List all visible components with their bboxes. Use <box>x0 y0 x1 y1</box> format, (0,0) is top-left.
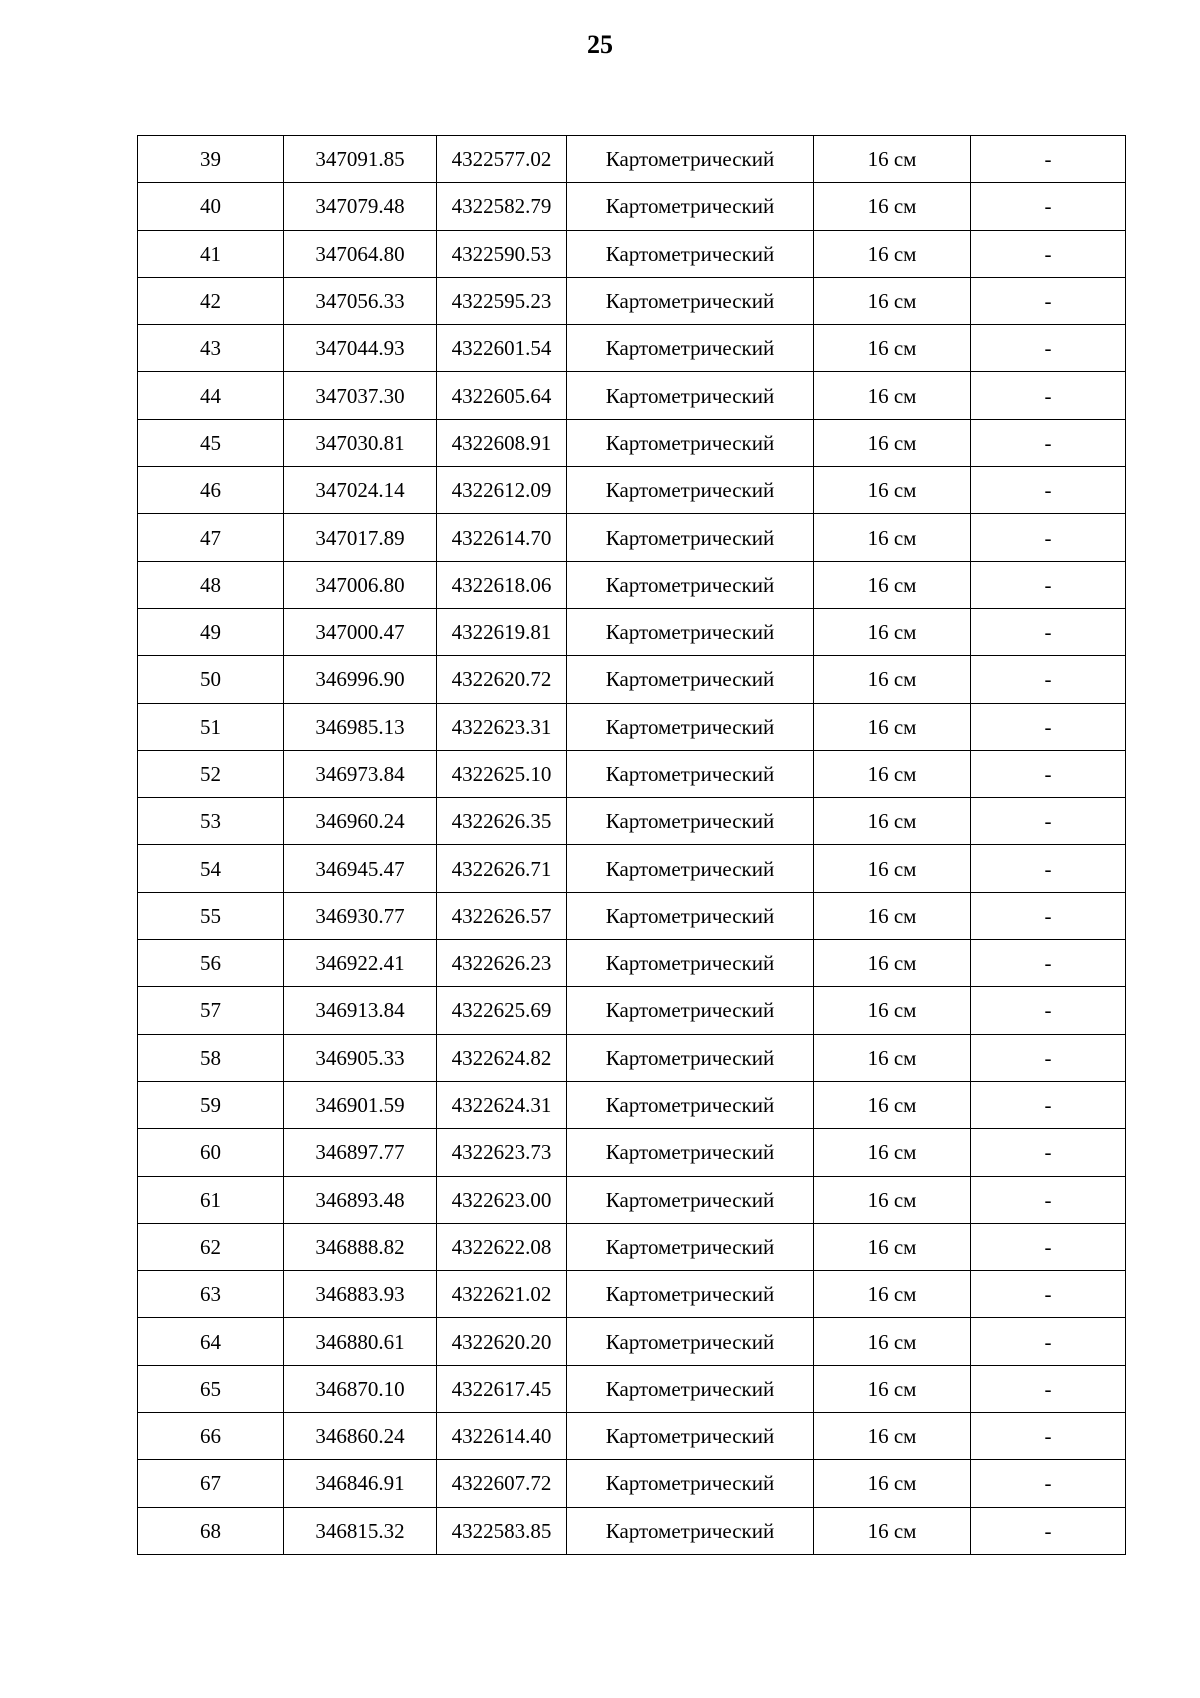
note-cell: - <box>971 750 1126 797</box>
point-number-cell: 61 <box>138 1176 284 1223</box>
coordinate-x-cell: 346945.47 <box>284 845 437 892</box>
page-number: 25 <box>587 30 613 59</box>
accuracy-cell: 16 см <box>814 467 971 514</box>
method-cell: Картометрический <box>567 1034 814 1081</box>
note-cell: - <box>971 1034 1126 1081</box>
table-row <box>138 1034 1126 1081</box>
note-cell: - <box>971 1176 1126 1223</box>
method-cell: Картометрический <box>567 561 814 608</box>
method-cell: Картометрический <box>567 1081 814 1128</box>
point-number-cell: 68 <box>138 1507 284 1554</box>
coordinate-y-cell: 4322624.31 <box>437 1081 567 1128</box>
note-cell: - <box>971 892 1126 939</box>
coordinate-x-cell: 347056.33 <box>284 277 437 324</box>
coordinate-y-cell: 4322624.82 <box>437 1034 567 1081</box>
coordinate-y-cell: 4322625.69 <box>437 987 567 1034</box>
table-row <box>138 230 1126 277</box>
note-cell: - <box>971 1318 1126 1365</box>
coordinate-x-cell: 347006.80 <box>284 561 437 608</box>
accuracy-cell: 16 см <box>814 1176 971 1223</box>
coordinate-y-cell: 4322622.08 <box>437 1223 567 1270</box>
point-number-cell: 53 <box>138 798 284 845</box>
note-cell: - <box>971 183 1126 230</box>
point-number-cell: 39 <box>138 136 284 183</box>
coordinates-table-body <box>138 136 1126 1555</box>
coordinate-y-cell: 4322619.81 <box>437 608 567 655</box>
point-number-cell: 46 <box>138 467 284 514</box>
coordinate-y-cell: 4322626.35 <box>437 798 567 845</box>
note-cell: - <box>971 845 1126 892</box>
table-row <box>138 1413 1126 1460</box>
coordinate-x-cell: 346930.77 <box>284 892 437 939</box>
method-cell: Картометрический <box>567 1413 814 1460</box>
coordinate-y-cell: 4322582.79 <box>437 183 567 230</box>
table-row <box>138 514 1126 561</box>
accuracy-cell: 16 см <box>814 1460 971 1507</box>
point-number-cell: 50 <box>138 656 284 703</box>
accuracy-cell: 16 см <box>814 703 971 750</box>
note-cell: - <box>971 703 1126 750</box>
table-row <box>138 183 1126 230</box>
coordinate-x-cell: 347024.14 <box>284 467 437 514</box>
coordinate-x-cell: 346880.61 <box>284 1318 437 1365</box>
coordinate-x-cell: 347000.47 <box>284 608 437 655</box>
coordinate-x-cell: 347017.89 <box>284 514 437 561</box>
accuracy-cell: 16 см <box>814 325 971 372</box>
point-number-cell: 62 <box>138 1223 284 1270</box>
accuracy-cell: 16 см <box>814 183 971 230</box>
table-row <box>138 987 1126 1034</box>
coordinates-table <box>137 135 1126 1555</box>
coordinate-x-cell: 347079.48 <box>284 183 437 230</box>
table-row <box>138 1223 1126 1270</box>
coordinate-x-cell: 346996.90 <box>284 656 437 703</box>
table-row <box>138 1271 1126 1318</box>
coordinate-y-cell: 4322620.72 <box>437 656 567 703</box>
note-cell: - <box>971 798 1126 845</box>
point-number-cell: 65 <box>138 1365 284 1412</box>
method-cell: Картометрический <box>567 136 814 183</box>
coordinate-x-cell: 347044.93 <box>284 325 437 372</box>
note-cell: - <box>971 1271 1126 1318</box>
coordinate-y-cell: 4322625.10 <box>437 750 567 797</box>
table-row <box>138 798 1126 845</box>
coordinate-x-cell: 347064.80 <box>284 230 437 277</box>
point-number-cell: 52 <box>138 750 284 797</box>
coordinate-y-cell: 4322614.40 <box>437 1413 567 1460</box>
note-cell: - <box>971 1129 1126 1176</box>
coordinate-y-cell: 4322623.73 <box>437 1129 567 1176</box>
coordinate-y-cell: 4322626.71 <box>437 845 567 892</box>
point-number-cell: 67 <box>138 1460 284 1507</box>
point-number-cell: 43 <box>138 325 284 372</box>
accuracy-cell: 16 см <box>814 892 971 939</box>
method-cell: Картометрический <box>567 183 814 230</box>
coordinate-x-cell: 346815.32 <box>284 1507 437 1554</box>
accuracy-cell: 16 см <box>814 1318 971 1365</box>
table-row <box>138 325 1126 372</box>
accuracy-cell: 16 см <box>814 419 971 466</box>
accuracy-cell: 16 см <box>814 1271 971 1318</box>
accuracy-cell: 16 см <box>814 845 971 892</box>
coordinate-y-cell: 4322617.45 <box>437 1365 567 1412</box>
coordinate-y-cell: 4322623.31 <box>437 703 567 750</box>
point-number-cell: 45 <box>138 419 284 466</box>
note-cell: - <box>971 372 1126 419</box>
note-cell: - <box>971 1460 1126 1507</box>
accuracy-cell: 16 см <box>814 1034 971 1081</box>
coordinate-x-cell: 346883.93 <box>284 1271 437 1318</box>
note-cell: - <box>971 1413 1126 1460</box>
accuracy-cell: 16 см <box>814 798 971 845</box>
table-row <box>138 136 1126 183</box>
point-number-cell: 57 <box>138 987 284 1034</box>
table-row <box>138 656 1126 703</box>
method-cell: Картометрический <box>567 419 814 466</box>
coordinate-x-cell: 346905.33 <box>284 1034 437 1081</box>
coordinate-x-cell: 347091.85 <box>284 136 437 183</box>
table-row <box>138 1081 1126 1128</box>
note-cell: - <box>971 514 1126 561</box>
coordinate-y-cell: 4322608.91 <box>437 419 567 466</box>
method-cell: Картометрический <box>567 845 814 892</box>
coordinate-y-cell: 4322590.53 <box>437 230 567 277</box>
coordinate-x-cell: 346973.84 <box>284 750 437 797</box>
method-cell: Картометрический <box>567 372 814 419</box>
accuracy-cell: 16 см <box>814 1507 971 1554</box>
coordinate-y-cell: 4322620.20 <box>437 1318 567 1365</box>
note-cell: - <box>971 561 1126 608</box>
coordinate-y-cell: 4322601.54 <box>437 325 567 372</box>
point-number-cell: 48 <box>138 561 284 608</box>
coordinate-x-cell: 347030.81 <box>284 419 437 466</box>
accuracy-cell: 16 см <box>814 1081 971 1128</box>
coordinate-y-cell: 4322577.02 <box>437 136 567 183</box>
coordinate-y-cell: 4322595.23 <box>437 277 567 324</box>
method-cell: Картометрический <box>567 1460 814 1507</box>
table-row <box>138 845 1126 892</box>
note-cell: - <box>971 656 1126 703</box>
method-cell: Картометрический <box>567 656 814 703</box>
point-number-cell: 44 <box>138 372 284 419</box>
table-row <box>138 372 1126 419</box>
accuracy-cell: 16 см <box>814 1129 971 1176</box>
method-cell: Картометрический <box>567 277 814 324</box>
note-cell: - <box>971 1223 1126 1270</box>
method-cell: Картометрический <box>567 798 814 845</box>
point-number-cell: 51 <box>138 703 284 750</box>
note-cell: - <box>971 1507 1126 1554</box>
point-number-cell: 66 <box>138 1413 284 1460</box>
method-cell: Картометрический <box>567 892 814 939</box>
table-row <box>138 1318 1126 1365</box>
method-cell: Картометрический <box>567 514 814 561</box>
method-cell: Картометрический <box>567 987 814 1034</box>
accuracy-cell: 16 см <box>814 1413 971 1460</box>
table-row <box>138 892 1126 939</box>
coordinate-x-cell: 346960.24 <box>284 798 437 845</box>
coordinate-y-cell: 4322605.64 <box>437 372 567 419</box>
point-number-cell: 59 <box>138 1081 284 1128</box>
coordinate-x-cell: 346922.41 <box>284 940 437 987</box>
table-row <box>138 467 1126 514</box>
point-number-cell: 63 <box>138 1271 284 1318</box>
coordinate-y-cell: 4322612.09 <box>437 467 567 514</box>
point-number-cell: 58 <box>138 1034 284 1081</box>
note-cell: - <box>971 325 1126 372</box>
point-number-cell: 54 <box>138 845 284 892</box>
coordinate-x-cell: 346888.82 <box>284 1223 437 1270</box>
note-cell: - <box>971 277 1126 324</box>
point-number-cell: 64 <box>138 1318 284 1365</box>
point-number-cell: 49 <box>138 608 284 655</box>
accuracy-cell: 16 см <box>814 940 971 987</box>
table-row <box>138 1365 1126 1412</box>
point-number-cell: 42 <box>138 277 284 324</box>
point-number-cell: 40 <box>138 183 284 230</box>
coordinate-x-cell: 346901.59 <box>284 1081 437 1128</box>
point-number-cell: 41 <box>138 230 284 277</box>
accuracy-cell: 16 см <box>814 372 971 419</box>
note-cell: - <box>971 230 1126 277</box>
coordinate-y-cell: 4322623.00 <box>437 1176 567 1223</box>
coordinate-y-cell: 4322607.72 <box>437 1460 567 1507</box>
accuracy-cell: 16 см <box>814 277 971 324</box>
coordinate-y-cell: 4322583.85 <box>437 1507 567 1554</box>
method-cell: Картометрический <box>567 230 814 277</box>
table-row <box>138 750 1126 797</box>
note-cell: - <box>971 467 1126 514</box>
point-number-cell: 60 <box>138 1129 284 1176</box>
method-cell: Картометрический <box>567 750 814 797</box>
note-cell: - <box>971 940 1126 987</box>
table-row <box>138 419 1126 466</box>
coordinate-y-cell: 4322614.70 <box>437 514 567 561</box>
point-number-cell: 56 <box>138 940 284 987</box>
coordinate-x-cell: 346846.91 <box>284 1460 437 1507</box>
note-cell: - <box>971 419 1126 466</box>
coordinate-x-cell: 346893.48 <box>284 1176 437 1223</box>
method-cell: Картометрический <box>567 325 814 372</box>
method-cell: Картометрический <box>567 1223 814 1270</box>
coordinate-y-cell: 4322618.06 <box>437 561 567 608</box>
note-cell: - <box>971 987 1126 1034</box>
method-cell: Картометрический <box>567 703 814 750</box>
coordinate-x-cell: 346913.84 <box>284 987 437 1034</box>
accuracy-cell: 16 см <box>814 561 971 608</box>
table-row <box>138 1176 1126 1223</box>
table-row <box>138 1507 1126 1554</box>
note-cell: - <box>971 136 1126 183</box>
table-row <box>138 1129 1126 1176</box>
coordinate-x-cell: 346860.24 <box>284 1413 437 1460</box>
accuracy-cell: 16 см <box>814 608 971 655</box>
point-number-cell: 55 <box>138 892 284 939</box>
coordinate-y-cell: 4322626.23 <box>437 940 567 987</box>
method-cell: Картометрический <box>567 467 814 514</box>
accuracy-cell: 16 см <box>814 230 971 277</box>
accuracy-cell: 16 см <box>814 987 971 1034</box>
accuracy-cell: 16 см <box>814 136 971 183</box>
table-row <box>138 940 1126 987</box>
coordinate-x-cell: 346897.77 <box>284 1129 437 1176</box>
method-cell: Картометрический <box>567 1318 814 1365</box>
table-row <box>138 703 1126 750</box>
note-cell: - <box>971 608 1126 655</box>
method-cell: Картометрический <box>567 1176 814 1223</box>
note-cell: - <box>971 1081 1126 1128</box>
method-cell: Картометрический <box>567 1129 814 1176</box>
method-cell: Картометрический <box>567 1507 814 1554</box>
coordinate-y-cell: 4322621.02 <box>437 1271 567 1318</box>
accuracy-cell: 16 см <box>814 1223 971 1270</box>
table-row <box>138 277 1126 324</box>
method-cell: Картометрический <box>567 1271 814 1318</box>
accuracy-cell: 16 см <box>814 1365 971 1412</box>
coordinate-x-cell: 347037.30 <box>284 372 437 419</box>
table-row <box>138 608 1126 655</box>
accuracy-cell: 16 см <box>814 514 971 561</box>
accuracy-cell: 16 см <box>814 750 971 797</box>
note-cell: - <box>971 1365 1126 1412</box>
coordinate-x-cell: 346870.10 <box>284 1365 437 1412</box>
table-row <box>138 1460 1126 1507</box>
coordinate-y-cell: 4322626.57 <box>437 892 567 939</box>
point-number-cell: 47 <box>138 514 284 561</box>
accuracy-cell: 16 см <box>814 656 971 703</box>
table-row <box>138 561 1126 608</box>
coordinate-x-cell: 346985.13 <box>284 703 437 750</box>
method-cell: Картометрический <box>567 608 814 655</box>
method-cell: Картометрический <box>567 940 814 987</box>
method-cell: Картометрический <box>567 1365 814 1412</box>
